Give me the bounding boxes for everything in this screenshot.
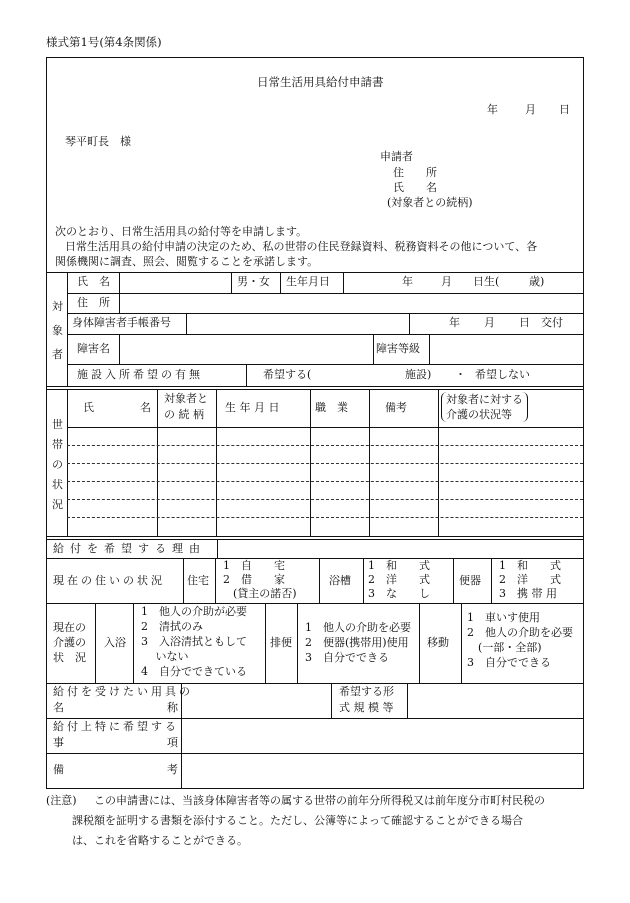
applicant-address: 住 所 [393,166,437,179]
issued-month: 月 [484,316,495,329]
care-label-3: 状 況 [53,651,86,664]
applicant-relation: (対象者との続柄) [387,196,473,209]
household-name-1: 氏 [83,401,94,414]
household-birth: 生 年 月 日 [225,401,280,414]
housing-label: 住宅 [187,574,209,587]
special-request-3: 項 [167,736,178,749]
household-side-3: の [52,458,63,471]
moving-option-2[interactable]: 2 他人の介助を必要 [467,626,573,639]
intro-text-3: 関係機関に調査、照会、閲覧することを承諾します。 [55,255,319,268]
bath-option-1[interactable]: 1 和 式 [368,559,430,572]
application-form-frame [46,57,584,789]
subject-side-2: 象 [52,324,63,337]
note-line-2: 課税額を証明する書類を添付すること。ただし、公簿等によって確認することができる場合 [72,814,523,827]
housing-owner-consent: (貸主の諾否) [233,587,297,600]
note-line-1: この申請書には、当該身体障害者等の属する世帯の前年分所得税又は前年度分市町村民税の [94,794,545,807]
household-remarks: 備考 [385,401,407,414]
handbook-label: 身体障害者手帳番号 [72,316,171,329]
toilet-option-3[interactable]: 3 携 帯 用 [499,587,557,600]
intro-text-1: 次のとおり、日常生活用具の給付等を申請します。 [55,225,308,238]
date-month: 月 [525,103,536,116]
disability-grade-label: 障害等級 [376,342,420,355]
toilet-label: 便器 [459,574,481,587]
item-name-label-2: 名 [53,701,64,714]
desired-model-1: 希望する形 [339,685,394,698]
household-care-2: 介護の状況等 [446,408,512,421]
household-relation-2: の 続 柄 [164,408,204,421]
subject-address-label: 住 所 [77,296,110,309]
bath-option-2[interactable]: 2 洋 式 [368,573,430,586]
household-side-4: 状 [52,478,63,491]
bathing-option-2[interactable]: 2 清拭のみ [141,620,203,633]
intro-text-2: 日常生活用具の給付申請の決定のため、私の世帯の住民登録資料、税務資料その他について、各 [65,240,538,253]
birth-day: 日生( [473,275,500,288]
care-label-1: 現在の [53,621,86,634]
toileting-label: 排便 [270,636,292,649]
desired-model-2: 式 規 模 等 [339,701,394,714]
facility-label: 施設入所希望の有無 [77,368,203,381]
toileting-option-3[interactable]: 3 自分でできる [305,651,389,664]
toileting-option-2[interactable]: 2 便器(携帯用)使用 [305,636,409,649]
special-request-2: 事 [53,736,64,749]
moving-option-2-detail[interactable]: (一部・全部) [467,641,542,654]
item-name-label-1: 給付を受けたい用具の [53,685,193,698]
disability-name-label: 障害名 [77,342,110,355]
applicant-label: 申請者 [380,150,413,163]
household-relation-1: 対象者と [164,392,208,405]
birth-age: 歳) [529,275,545,288]
note-line-3: は、これを省略することができる。 [72,834,248,847]
toilet-option-1[interactable]: 1 和 式 [499,559,561,572]
living-label: 現在の住いの状況 [53,574,165,587]
moving-option-1[interactable]: 1 車いす使用 [467,611,540,624]
bathing-option-3[interactable]: 3 入浴清拭ともして [141,635,247,648]
facility-yes[interactable]: 希望する( [263,368,312,381]
bath-option-3[interactable]: 3 な し [368,587,430,600]
remarks-label-1: 備 [53,763,64,776]
addressee: 琴平町長 様 [65,135,131,148]
date-year: 年 [487,103,498,116]
special-request-1: 給付上特に希望する [53,720,179,733]
bathing-option-3-cont: いない [141,650,189,663]
household-side-2: 帯 [52,438,63,451]
household-side-5: 況 [52,498,63,511]
moving-label: 移動 [427,636,449,649]
moving-option-3[interactable]: 3 自分でできる [467,656,551,669]
reason-label: 給付を希望する理由 [53,542,206,555]
issued-day: 日 [519,316,530,329]
applicant-name: 氏 名 [393,181,437,194]
household-care-1: 対象者に対する [446,393,523,406]
remarks-label-2: 考 [167,763,178,776]
household-care-brace [441,392,528,422]
issued-label: 交付 [541,316,563,329]
issued-year: 年 [449,316,460,329]
household-job: 職 業 [315,401,348,414]
subject-side-1: 対 [52,300,63,313]
item-name-label-3: 称 [167,701,178,714]
form-number: 様式第1号(第4条関係) [46,35,162,49]
care-label-2: 介護の [53,636,86,649]
birth-month: 月 [441,275,452,288]
bathing-label: 入浴 [104,636,126,649]
subject-sex[interactable]: 男・女 [237,275,270,288]
birth-year: 年 [402,275,413,288]
form-title: 日常生活用具給付申請書 [257,75,384,89]
subject-name-label: 氏 名 [77,275,110,288]
toileting-option-1[interactable]: 1 他人の介助を必要 [305,621,411,634]
subject-side-3: 者 [52,348,63,361]
bath-label: 浴槽 [329,574,351,587]
subject-birth-label: 生年月日 [286,275,330,288]
toilet-option-2[interactable]: 2 洋 式 [499,573,561,586]
housing-option-2[interactable]: 2 借 家 [223,573,285,586]
facility-dot: ・ [455,368,466,381]
date-day: 日 [559,103,570,116]
bathing-option-4[interactable]: 4 自分でできている [141,665,247,678]
household-name-2: 名 [140,401,151,414]
household-side-1: 世 [52,418,63,431]
bathing-option-1[interactable]: 1 他人の介助が必要 [141,605,247,618]
note-label: (注意) [46,794,77,807]
facility-no[interactable]: 希望しない [475,368,530,381]
housing-option-1[interactable]: 1 自 宅 [223,559,285,572]
facility-yes-end: 施設) [405,368,432,381]
